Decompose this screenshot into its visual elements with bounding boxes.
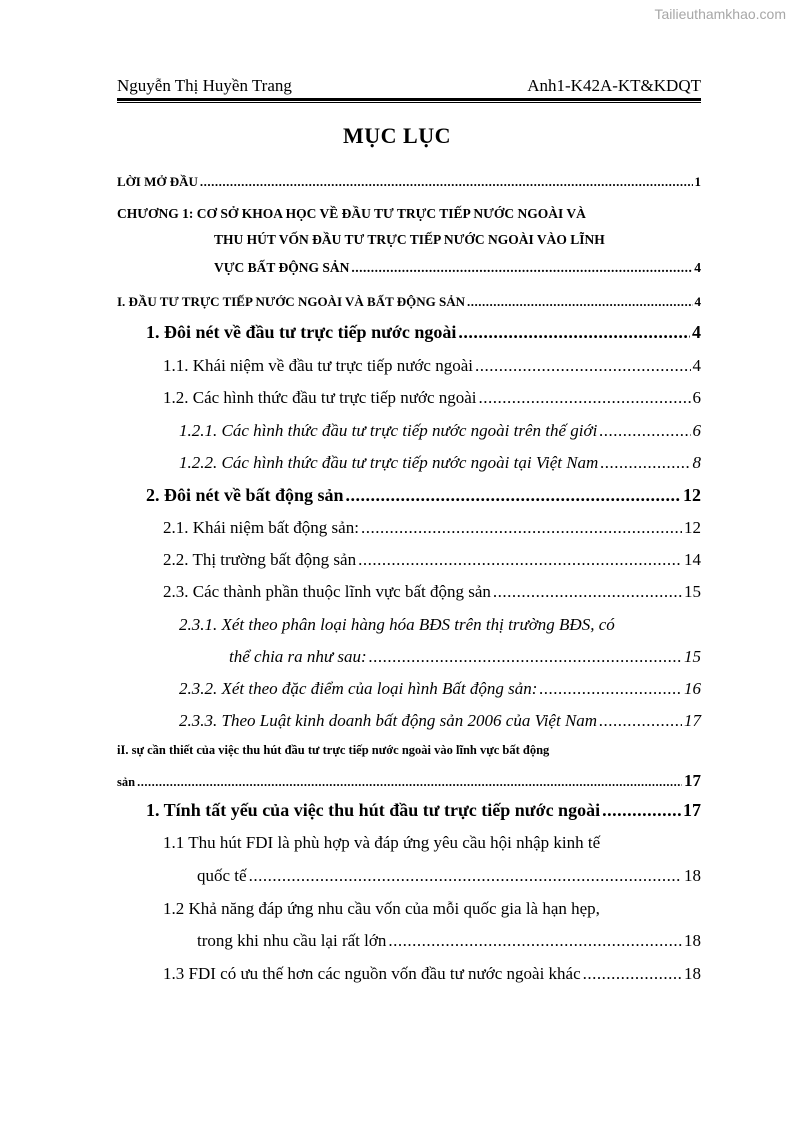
toc-label: 2.3.3. Theo Luật kinh doanh bất động sản 2006 của Việt Nam	[179, 711, 598, 730]
toc-entry-s1-2-1[interactable]	[179, 421, 701, 441]
class-code: Anh1-K42A-KT&KDQT	[527, 76, 701, 95]
toc-leader	[602, 800, 681, 821]
toc-entry-s2-1[interactable]	[163, 518, 701, 538]
toc-leader	[479, 388, 691, 408]
toc-leader	[388, 931, 682, 951]
toc-label: 1.2. Các hình thức đầu tư trực tiếp nước ngoài	[163, 388, 477, 407]
page-title: MỤC LỤC	[343, 123, 451, 148]
toc-label: 2. Đôi nét về bất động sản	[146, 485, 344, 505]
toc-page: 15	[684, 647, 701, 666]
toc-label: quốc tế	[197, 866, 247, 885]
toc-entry-s1-1[interactable]	[163, 356, 701, 376]
toc-leader	[599, 421, 690, 441]
toc-entry-part2-line1[interactable]: iI. sự cần thiết của việc thu hút đầu tư trực tiếp nước ngoài vào lĩnh vực bất động	[117, 743, 550, 757]
toc-entry-p2-s1-3[interactable]	[163, 964, 701, 984]
toc-entry-part1[interactable]	[117, 294, 701, 310]
toc-label: 2.1. Khái niệm bất động sản:	[163, 518, 359, 537]
toc-leader	[600, 453, 690, 473]
header-rule-thick	[117, 98, 701, 101]
toc-page: 4	[694, 294, 701, 309]
toc-leader	[361, 518, 682, 538]
toc-entry-p2-s1[interactable]	[146, 800, 701, 821]
toc-page: 6	[692, 388, 701, 407]
author-name: Nguyễn Thị Huyền Trang	[117, 76, 292, 95]
toc-page: 1	[694, 174, 701, 189]
toc-label: sản	[117, 775, 136, 789]
toc-page: 14	[684, 550, 701, 569]
toc-leader	[493, 582, 682, 602]
toc-page: 17	[684, 711, 701, 730]
toc-leader	[369, 647, 682, 667]
toc-page: 6	[692, 421, 701, 440]
toc-leader	[249, 866, 682, 886]
toc-entry-s2-3-3[interactable]	[179, 711, 701, 731]
toc-page: 4	[692, 356, 701, 375]
toc-entry-chapter1-line1[interactable]: CHƯƠNG 1: CƠ SỞ KHOA HỌC VỀ ĐẦU TƯ TRỰC TIẾP NƯỚC NGOÀI VÀ	[117, 206, 586, 221]
toc-label: VỰC BẤT ĐỘNG SẢN	[214, 260, 350, 275]
toc-leader	[351, 260, 692, 276]
toc-entry-s2-2[interactable]	[163, 550, 701, 570]
toc-entry-intro[interactable]	[117, 174, 701, 190]
toc-page: 12	[683, 485, 701, 505]
toc-label: 2.2. Thị trường bất động sản	[163, 550, 357, 569]
toc-label: 1.2.1. Các hình thức đầu tư trực tiếp nước ngoài trên thế giới	[179, 421, 598, 440]
toc-leader	[539, 679, 682, 699]
toc-leader	[583, 964, 682, 984]
toc-entry-s2[interactable]	[146, 485, 701, 506]
toc-label: 1.3 FDI có ưu thế hơn các nguồn vốn đầu tư nước ngoài khác	[163, 964, 581, 983]
toc-page: 18	[684, 964, 701, 983]
toc-entry-s2-3-1[interactable]	[229, 647, 701, 667]
toc-label: I. ĐẦU TƯ TRỰC TIẾP NƯỚC NGOÀI VÀ BẤT ĐỘNG SẢN	[117, 294, 466, 309]
toc-label: 2.3.2. Xét theo đặc điểm của loại hình Bất động sản:	[179, 679, 538, 698]
toc-entry-chapter1-line2[interactable]: THU HÚT VỐN ĐẦU TƯ TRỰC TIẾP NƯỚC NGOÀI VÀO LĨNH	[214, 232, 605, 247]
toc-entry-p2-s1-1-line1[interactable]: 1.1 Thu hút FDI là phù hợp và đáp ứng yêu cầu hội nhập kinh tế	[163, 833, 601, 852]
toc-leader	[346, 485, 681, 506]
toc-page: 15	[684, 582, 701, 601]
toc-entry-part2[interactable]	[117, 771, 701, 791]
toc-page: 12	[684, 518, 701, 537]
toc-page: 4	[692, 322, 701, 342]
toc-leader	[599, 711, 682, 731]
page-header	[117, 76, 701, 98]
toc-page: 18	[684, 931, 701, 950]
header-rule-thin	[117, 102, 701, 103]
toc-page: 16	[684, 679, 701, 698]
toc-label: thể chia ra như sau:	[229, 647, 367, 666]
watermark: Tailieuthamkhao.com	[654, 6, 786, 22]
toc-label: 1.1. Khái niệm về đầu tư trực tiếp nước ngoài	[163, 356, 473, 375]
toc-leader	[200, 174, 693, 190]
toc-entry-s2-3-2[interactable]	[179, 679, 701, 699]
toc-entry-s2-3[interactable]	[163, 582, 701, 602]
toc-entry-s1[interactable]	[146, 322, 701, 343]
toc-label: 2.3. Các thành phần thuộc lĩnh vực bất động sản	[163, 582, 491, 601]
toc-page: 17	[684, 771, 701, 790]
toc-entry-s2-3-1-line1[interactable]: 2.3.1. Xét theo phân loại hàng hóa BĐS trên thị trường BĐS, có	[179, 615, 615, 634]
toc-entry-p2-s1-2-line1[interactable]: 1.2 Khả năng đáp ứng nhu cầu vốn của mỗi quốc gia là hạn hẹp,	[163, 899, 600, 918]
toc-leader	[475, 356, 691, 376]
toc-label: trong khi nhu cầu lại rất lớn	[197, 931, 387, 950]
toc-label: LỜI MỞ ĐẦU	[117, 174, 198, 189]
toc-page: 18	[684, 866, 701, 885]
toc-entry-s1-2[interactable]	[163, 388, 701, 408]
toc-entry-p2-s1-2[interactable]	[197, 931, 701, 951]
toc-page: 4	[694, 260, 701, 275]
toc-leader	[458, 322, 690, 343]
toc-leader	[358, 550, 682, 570]
toc-label: 1.2.2. Các hình thức đầu tư trực tiếp nước ngoài tại Việt Nam	[179, 453, 599, 472]
toc-page: 17	[683, 800, 701, 820]
toc-label: 1. Tính tất yếu của việc thu hút đầu tư trực tiếp nước ngoài	[146, 800, 601, 820]
toc-label: 1. Đôi nét về đầu tư trực tiếp nước ngoài	[146, 322, 457, 342]
toc-entry-chapter1[interactable]	[214, 260, 701, 276]
toc-page: 8	[692, 453, 701, 472]
toc-entry-p2-s1-1[interactable]	[197, 866, 701, 886]
toc-leader	[137, 775, 682, 790]
toc-leader	[467, 294, 692, 310]
toc-entry-s1-2-2[interactable]	[179, 453, 701, 473]
